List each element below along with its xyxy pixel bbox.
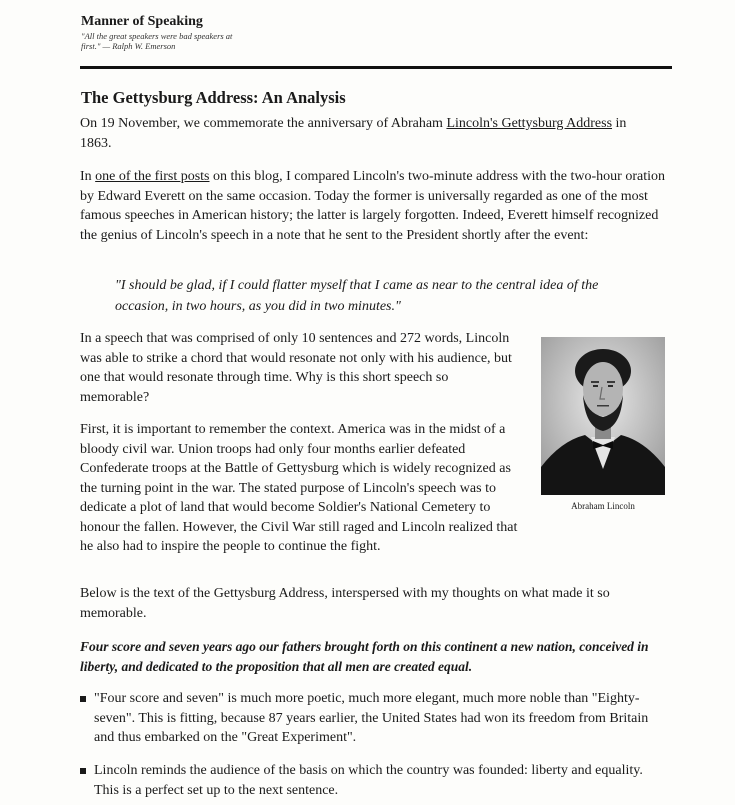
figure-caption: Abraham Lincoln (571, 501, 635, 511)
post-title: The Gettysburg Address: An Analysis (81, 88, 346, 107)
intro-text-before: On 19 November, we commemorate the anniversary of Abraham (80, 116, 447, 131)
bullet-marker-icon (80, 768, 86, 774)
context-war-paragraph: First, it is important to remember the context. America was in the midst of a bloody civil war. Union troops had only four months earlier defeated Confederate troops at the Battle of Gettysburg which is widely recognized as the turning point in the war. The stated purpose of Lincoln's speech was to dedicate a plot of land that would become Soldier's National Cemetery to honour the fallen. However, the Civil War still raged and Lincoln realized that he also had to inspire the people to continue the fight. (80, 422, 518, 554)
context-text-after: on this blog, I compared Lincoln's two-minute address with the two-hour oration by Edward Everett on the same occasion. Today the former is universally regarded as one of the most famous speeches in American history; the latter is largely forgotten. Indeed, Everett himself recognized the genius of Lincoln's speech in a note that he sent to the President shortly after the event: (80, 169, 665, 243)
list-item-text: "Four score and seven" is much more poetic, much more elegant, much more noble than "Eighty-seven". This is fitting, because 87 years earlier, the United States had won its freedom from Britain and thus embarked on the "Great Experiment". (94, 691, 649, 745)
list-item (80, 689, 660, 748)
lincoln-figure (541, 337, 665, 511)
bullet-marker-icon (80, 696, 86, 702)
everett-quote: "I should be glad, if I could flatter myself that I came as near to the central idea of the occasion, in two hours, as you did in two minutes." (115, 278, 599, 314)
blog-title[interactable]: Manner of Speaking (81, 14, 203, 29)
context-paragraph (80, 167, 668, 245)
gettysburg-address-link[interactable]: Lincoln's Gettysburg Address (446, 116, 613, 131)
first-posts-link[interactable]: one of the first posts (95, 169, 210, 184)
header-divider (80, 66, 672, 69)
lincoln-portrait-image (541, 337, 665, 495)
intro-to-text-paragraph: Below is the text of the Gettysburg Address, interspersed with my thoughts on what made it so memorable. (80, 586, 610, 621)
intro-text-after: in 1863. (80, 116, 627, 151)
blog-header (81, 14, 241, 51)
list-item (80, 761, 660, 800)
intro-paragraph (80, 114, 660, 153)
memorable-paragraph: In a speech that was comprised of only 10 sentences and 272 words, Lincoln was able to strike a chord that would resonate not only with his audience, but one that would resonate through time. Why is this short speech so memorable? (80, 331, 512, 405)
context-text-before: In (80, 169, 96, 184)
speech-excerpt: Four score and seven years ago our fathers brought forth on this continent a new nation, conceived in liberty, and dedicated to the proposition that all men are created equal. (80, 639, 649, 674)
blog-tagline: "All the great speakers were bad speakers at first." — Ralph W. Emerson (81, 31, 233, 51)
list-item-text: Lincoln reminds the audience of the basis on which the country was founded: liberty and equality. This is a perfect set up to the next sentence. (94, 763, 643, 798)
